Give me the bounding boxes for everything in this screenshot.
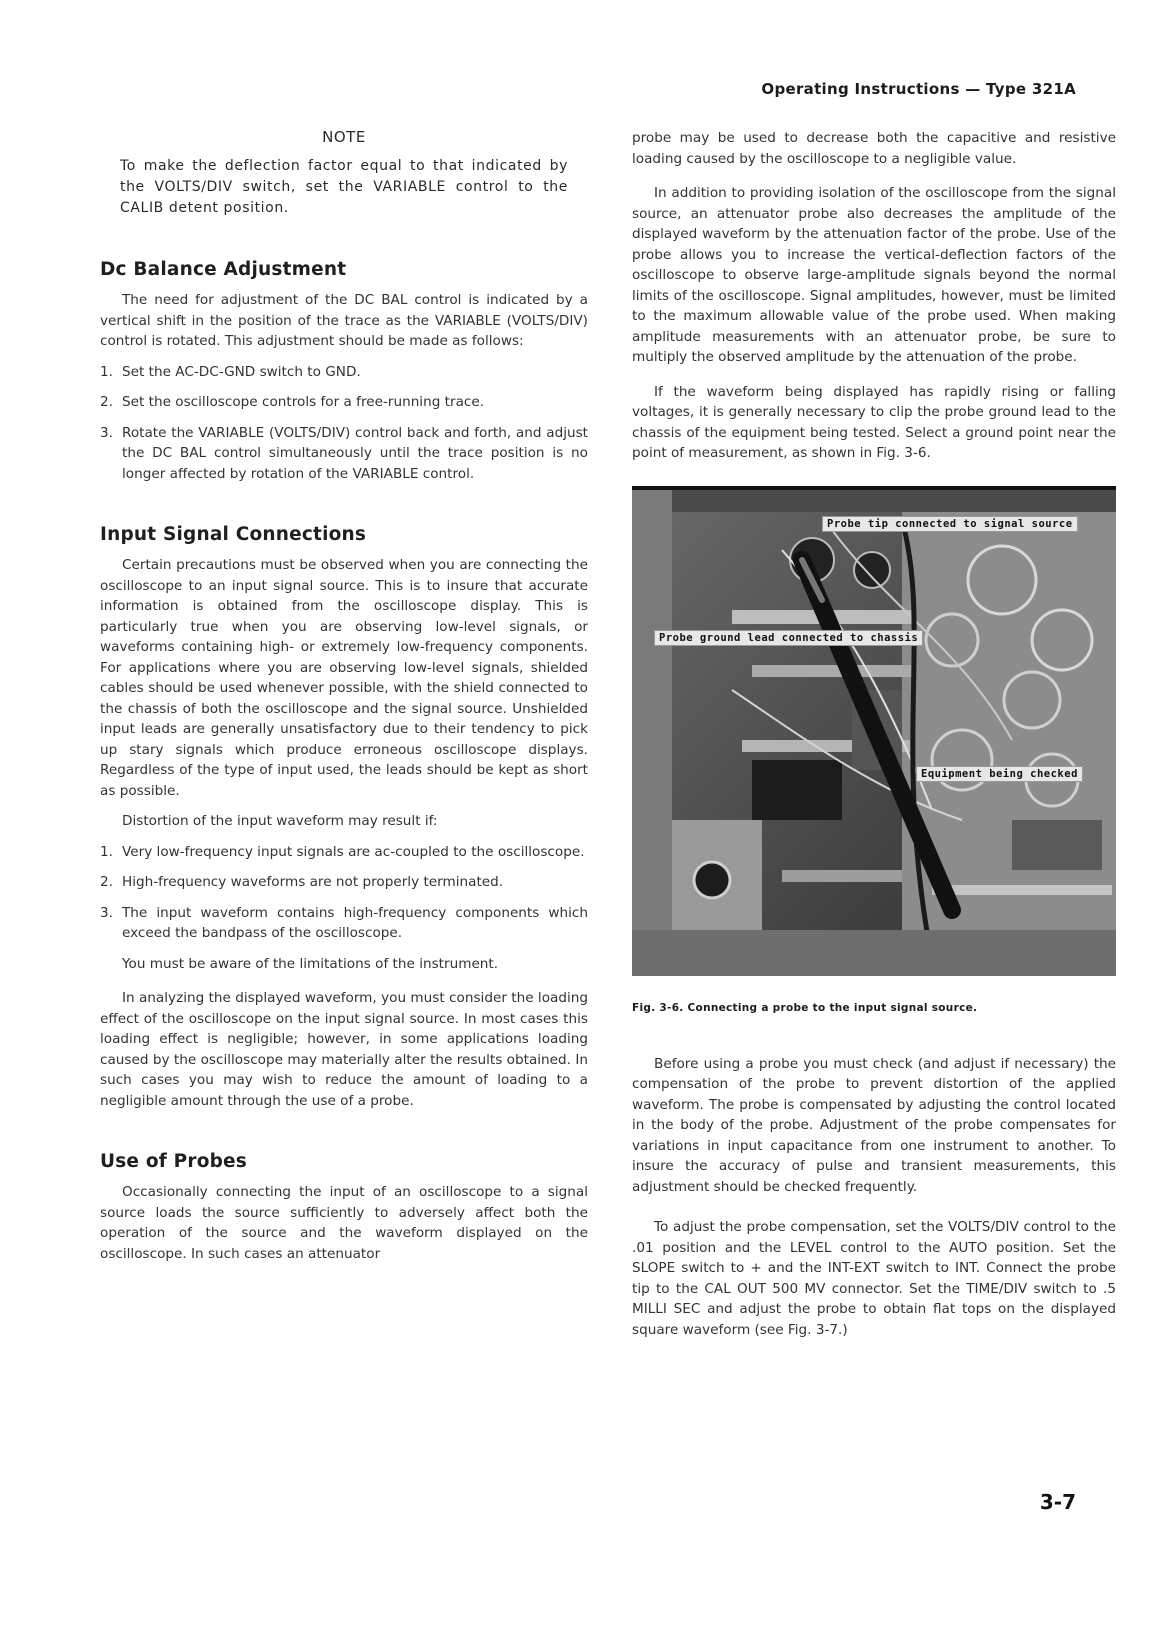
use-of-probes-paragraph: Before using a probe you must check (and adjust if necessary) the compensation of the probe to prevent distortion of the applied waveform. The probe is compensated by adjusting the control located in the body of the probe. Adjustment of the probe compensates for variations in input capacitance from one instrument to another. To insure the accuracy of pulse and transient measurements, this adjustment should be checked frequently. <box>632 1055 1116 1195</box>
input-signal-paragraph: Distortion of the input waveform may result if: <box>122 813 438 829</box>
note-title: NOTE <box>322 128 366 146</box>
distortion-list <box>100 842 588 944</box>
use-of-probes-paragraph: If the waveform being displayed has rapidly rising or falling voltages, it is generally necessary to clip the probe ground lead to the chassis of the equipment being tested. Select a ground point near the point of measurement, as shown in Fig. 3-6. <box>632 383 1116 461</box>
running-head: Operating Instructions — Type 321A <box>761 80 1076 98</box>
input-signal-paragraph: Certain precautions must be observed when you are connecting the oscilloscope to an input signal source. This is to insure that accurate information is obtained from the oscilloscope display. This is particularly true when you are observing low-level signals, or waveforms containing high- or extremely low-frequency components. For applications where you are observing low-level signals, shielded cables should be used whenever possible, with the shield connected to the chassis of both the oscilloscope and the signal source. Unshielded input leads are generally unsatisfactory due to their tendency to pick up stary signals which produce erroneous oscilloscope displays. Regardless of the type of input used, the leads should be kept as short as possible. <box>100 557 588 799</box>
list-item: 1. Very low-frequency input signals are ac-coupled to the oscilloscope. <box>100 843 585 860</box>
list-item: 3. The input waveform contains high-frequency components which exceed the bandpass of the oscilloscope. <box>100 904 588 941</box>
use-of-probes-paragraph: In addition to providing isolation of the oscilloscope from the signal source, an attenuator probe also decreases the amplitude of the displayed waveform by the attenuation factor of the probe. Use of the probe allows you to increase the vertical-deflection factors of the oscilloscope to observe large-amplitude signals beyond the normal limits of the oscilloscope. Signal amplitudes, however, must be limited to the maximum allowable value of the probe used. When making amplitude measurements with an attenuator probe, be sure to multiply the observed amplitude by the attenuation of the probe. <box>632 185 1116 365</box>
use-of-probes-paragraph: To adjust the probe compensation, set the VOLTS/DIV control to the .01 position and the LEVEL control to the AUTO position. Set the SLOPE switch to + and the INT-EXT switch to INT. Connect the probe tip to the CAL OUT 500 MV connector. Set the TIME/DIV switch to .5 MILLI SEC and adjust the probe to obtain flat tops on the displayed square waveform (see Fig. 3-7.) <box>632 1219 1116 1338</box>
note-text: To make the deflection factor equal to that indicated by the VOLTS/DIV switch, set the VARIABLE control to the CALIB detent position. <box>120 158 568 216</box>
list-item: 1. Set the AC-DC-GND switch to GND. <box>100 363 361 380</box>
input-signal-paragraph: You must be aware of the limitations of the instrument. <box>122 955 499 972</box>
left-column <box>100 128 588 1264</box>
callout-probe-ground: Probe ground lead connected to chassis <box>654 630 923 646</box>
callout-probe-tip: Probe tip connected to signal source <box>822 516 1078 532</box>
input-signal-heading: Input Signal Connections <box>100 524 367 545</box>
dc-balance-steps <box>100 362 588 485</box>
right-column <box>632 128 1116 1340</box>
figure-photo <box>632 486 1116 976</box>
use-of-probes-paragraph: Occasionally connecting the input of an oscilloscope to a signal source loads the source sufficiently to adversely affect both the operation of the source and the waveform displayed on the oscilloscope. In such cases an attenuator <box>100 1184 588 1262</box>
input-signal-paragraph: In analyzing the displayed waveform, you must consider the loading effect of the oscilloscope on the input signal source. In most cases this loading effect is negligible; however, in some applications loading caused by the oscilloscope may materially alter the results obtained. In such cases you may wish to reduce the amount of loading to a negligible amount through the use of a probe. <box>100 990 588 1109</box>
list-item: 3. Rotate the VARIABLE (VOLTS/DIV) control back and forth, and adjust the DC BAL control simultaneously until the trace position is no longer affected by rotation of the VARIABLE control. <box>100 424 588 482</box>
equipment-photo-illustration <box>632 490 1116 976</box>
dc-balance-intro: The need for adjustment of the DC BAL control is indicated by a vertical shift in the position of the trace as the VARIABLE (VOLTS/DIV) control is rotated. This adjustment should be made as follows: <box>100 292 588 349</box>
use-of-probes-paragraph: probe may be used to decrease both the capacitive and resistive loading caused by the oscilloscope to a negligible value. <box>632 130 1116 167</box>
page-number: 3-7 <box>1039 1490 1076 1514</box>
figure-caption: Fig. 3-6. Connecting a probe to the input signal source. <box>632 1001 978 1014</box>
callout-equipment: Equipment being checked <box>916 766 1083 782</box>
use-of-probes-heading: Use of Probes <box>100 1151 248 1172</box>
list-item: 2. Set the oscilloscope controls for a free-running trace. <box>100 394 485 410</box>
dc-balance-heading: Dc Balance Adjustment <box>100 259 347 280</box>
list-item: 2. High-frequency waveforms are not properly terminated. <box>100 874 504 890</box>
